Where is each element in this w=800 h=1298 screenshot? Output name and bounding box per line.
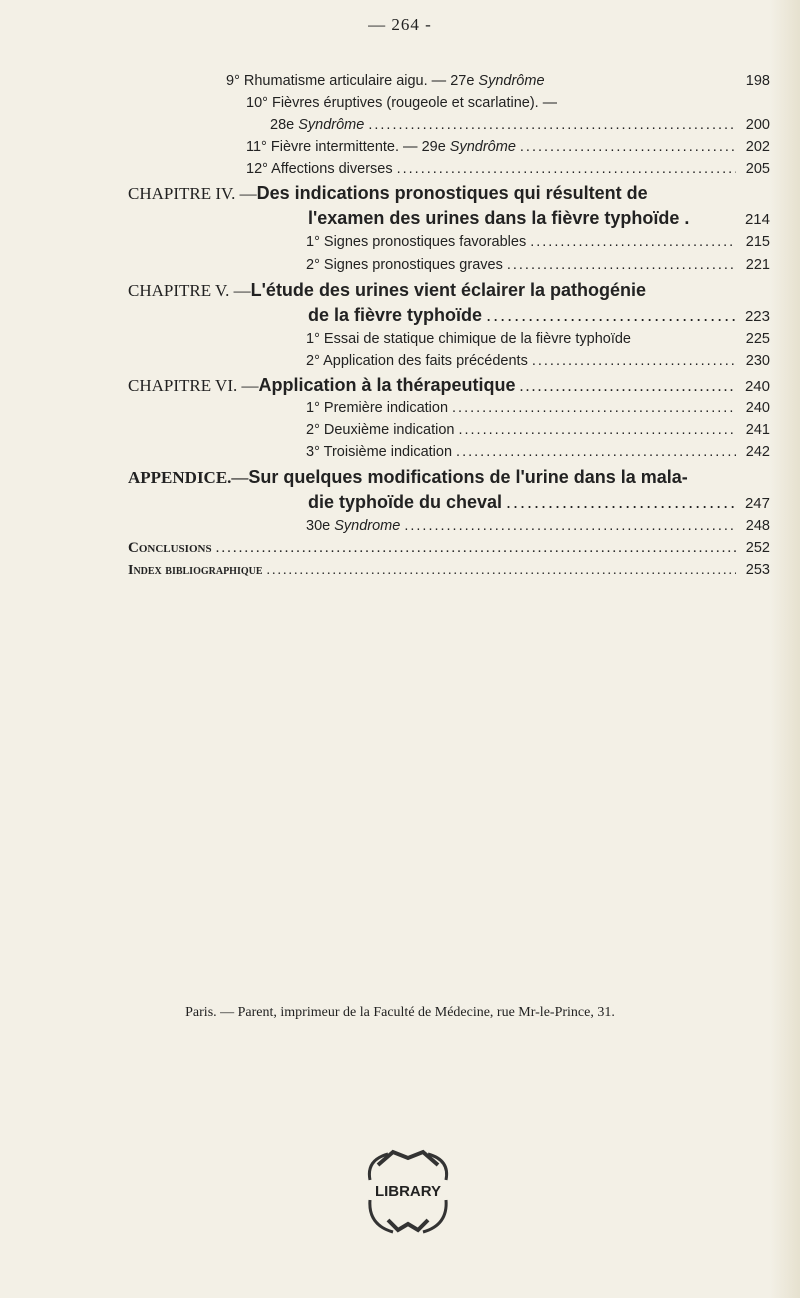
toc-entry: 1° Essai de statique chimique de la fièvre typhoïde 225 (306, 331, 770, 347)
toc-entry: 1° Signes pronostiques favorables ..... 215 (306, 234, 770, 250)
toc-page: 241 (745, 422, 770, 438)
chapter-heading (128, 375, 770, 396)
library-stamp (348, 1140, 468, 1240)
toc-page: 214 (744, 211, 770, 228)
toc-page: 200 (745, 117, 770, 133)
toc-entry: 11° Fièvre intermittente. — 29e Syndrôme ..... 202 (246, 139, 770, 155)
chapter-label: CHAPITRE VI. — (128, 376, 259, 395)
toc-page: 248 (745, 518, 770, 534)
chapter-title: L'étude des urines vient éclairer la pathogénie (250, 280, 647, 300)
page-number: — 264 - (368, 15, 432, 34)
toc-page: 221 (745, 257, 770, 273)
appendix-heading: die typhoïde du cheval ..... 247 (308, 492, 770, 513)
toc-entry: 30e Syndrome ..... 248 (306, 518, 770, 534)
toc-page: 230 (745, 353, 770, 369)
toc-page: 242 (745, 444, 770, 460)
chapter-title: Des indications pronostiques qui résultent de (256, 183, 648, 203)
toc-page: 247 (744, 495, 770, 512)
toc-page: 205 (745, 161, 770, 177)
toc-page: 215 (745, 234, 770, 250)
toc-page: 223 (744, 308, 770, 325)
toc-entry: 2° Application des faits précédents ..... 230 (306, 353, 770, 369)
toc-entry: 1° Première indication ..... 240 (306, 400, 770, 416)
toc-page: 240 (745, 400, 770, 416)
stamp-text: LIBRARY (374, 1183, 442, 1200)
toc-page: 225 (745, 331, 770, 347)
toc-page: 240 (744, 378, 770, 395)
toc-entry-index: Index bibliographique ..... 253 (128, 562, 770, 579)
toc-entry: 28e Syndrôme ..... 200 (270, 117, 770, 133)
toc-entry: 12° Affections diverses ..... 205 (246, 161, 770, 177)
chapter-label: CHAPITRE V. — (128, 281, 251, 300)
printer-imprint: Paris. — Parent, imprimeur de la Faculté de Médecine, rue Mr-le-Prince, 31. (185, 1005, 615, 1020)
chapter-title: Application à la thérapeutique (258, 375, 516, 395)
toc-entry: 3° Troisième indication ..... 242 (306, 444, 770, 460)
toc-entry: 9° Rhumatisme articulaire aigu. — 27e Syndrôme 198 (226, 73, 770, 89)
chapter-heading (128, 280, 770, 301)
appendix-heading (128, 467, 770, 488)
page-edge-shadow (770, 0, 800, 1298)
toc-page: 198 (745, 73, 770, 89)
toc-page: 202 (745, 139, 770, 155)
chapter-heading (128, 183, 770, 204)
chapter-heading: l'examen des urines dans la fièvre typhoïde . 214 (308, 208, 770, 228)
toc-entry: 10° Fièvres éruptives (rougeole et scarlatine). — (246, 95, 558, 111)
appendix-label: APPENDICE.— (128, 468, 249, 487)
toc-entry: 2° Signes pronostiques graves ..... 221 (306, 257, 770, 273)
toc-entry: 2° Deuxième indication ..... 241 (306, 422, 770, 438)
toc-entry-conclusions: Conclusions ..... 252 (128, 540, 770, 557)
chapter-label: CHAPITRE IV. — (128, 184, 257, 203)
chapter-heading: de la fièvre typhoïde ..... 223 (308, 305, 770, 326)
toc-page: 252 (745, 540, 770, 556)
toc-page: 253 (745, 562, 770, 578)
appendix-title: Sur quelques modifications de l'urine dans la mala- (248, 467, 688, 487)
